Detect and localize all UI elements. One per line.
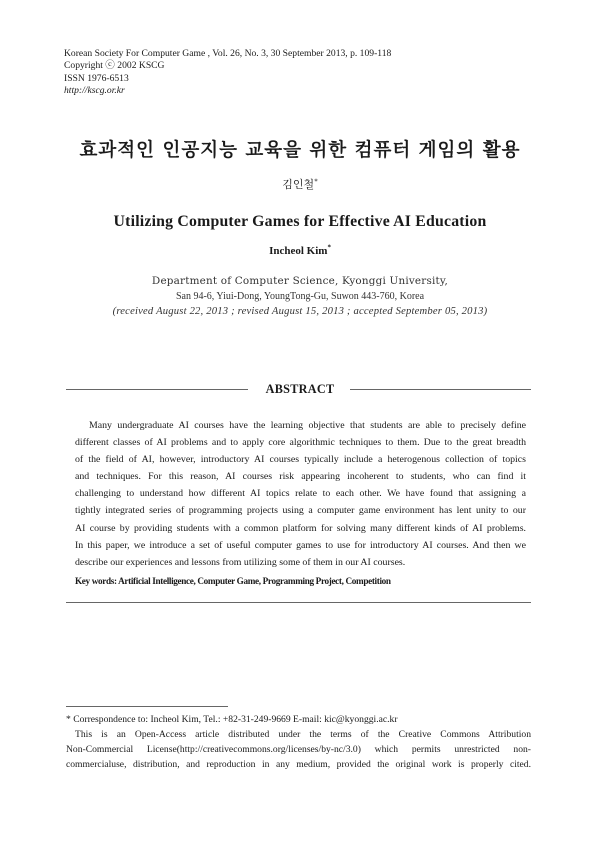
abstract-line: and techniques. For this reason, AI courses risk appearing incoherent to students, who can find it — [75, 471, 526, 483]
abstract-heading: ABSTRACT — [265, 382, 335, 396]
footnote-license-line: commercialuse, distribution, and reproduction in any medium, provided the original work is properly cited. — [66, 759, 531, 770]
abstract-line: In this paper, we introduce a set of useful computer games to use for introductory AI courses. And then we — [75, 539, 526, 551]
korean-title: 효과적인 인공지능 교육을 위한 컴퓨터 게임의 활용 — [79, 140, 521, 161]
english-author — [0, 245, 600, 257]
received-dates: (received August 22, 2013 ; revised August 15, 2013 ; accepted September 05, 2013) — [112, 306, 488, 317]
issn-line: ISSN 1976-6513 — [64, 72, 129, 84]
abstract-line: Many undergraduate AI courses have the learning objective that students are able to precisely define — [89, 420, 526, 431]
affiliation-block — [0, 274, 600, 319]
abstract-rule-right — [350, 389, 531, 390]
keywords: Key words: Artificial Intelligence, Computer Game, Programming Project, Competition — [75, 576, 391, 586]
english-author-name: Incheol Kim — [269, 245, 328, 257]
abstract-body — [75, 417, 526, 571]
abstract-line: challenging to understand how different AI topics relate to each other. We have found that assigning a — [75, 488, 526, 500]
keywords-divider — [66, 602, 531, 603]
abstract-line: different classes of AI problems and to apply core algorithmic techniques to them. Due to the great breadth — [75, 437, 526, 449]
abstract-line: describe our experiences and lessons from utilizing some of them in our AI courses. — [75, 556, 406, 568]
author-mark: * — [314, 177, 318, 186]
footnote-license-line: Non-Commercial License(http://creativecommons.org/licenses/by-nc/3.0) which permits unrestricted non- — [66, 744, 531, 755]
footnote-correspondence: * Correspondence to: Incheol Kim, Tel.: +82-31-249-9669 E-mail: kic@kyonggi.ac.kr — [66, 714, 398, 725]
journal-url: http://kscg.or.kr — [64, 85, 125, 97]
abstract-line: AI course by providing students with a common platform for solving many different kinds of AI problems. — [75, 522, 526, 534]
affiliation-department: Department of Computer Science, Kyonggi University, — [151, 275, 449, 287]
korean-author — [0, 176, 600, 192]
copyright-line: Copyright ⓒ 2002 KSCG — [64, 60, 165, 72]
journal-header — [64, 48, 391, 98]
author-mark-en: * — [327, 243, 331, 252]
abstract-line: tightly integrated series of programming projects using a computer game environment has lent unity to our — [75, 505, 526, 517]
abstract-line: of the field of AI, however, introductory AI courses typically include a heterogenous collection of topics — [75, 454, 526, 466]
journal-citation: Korean Society For Computer Game , Vol. 26, No. 3, 30 September 2013, p. 109-118 — [64, 48, 392, 59]
footnote-divider — [66, 706, 228, 707]
footnote — [66, 712, 531, 772]
korean-author-name: 김인철 — [282, 178, 315, 191]
footnote-license-line: This is an Open-Access article distributed under the terms of the Creative Commons Attribution — [75, 729, 531, 740]
affiliation-address: San 94-6, Yiui-Dong, YoungTong-Gu, Suwon 443-760, Korea — [175, 291, 425, 302]
english-title: Utilizing Computer Games for Effective AI Education — [113, 213, 487, 230]
